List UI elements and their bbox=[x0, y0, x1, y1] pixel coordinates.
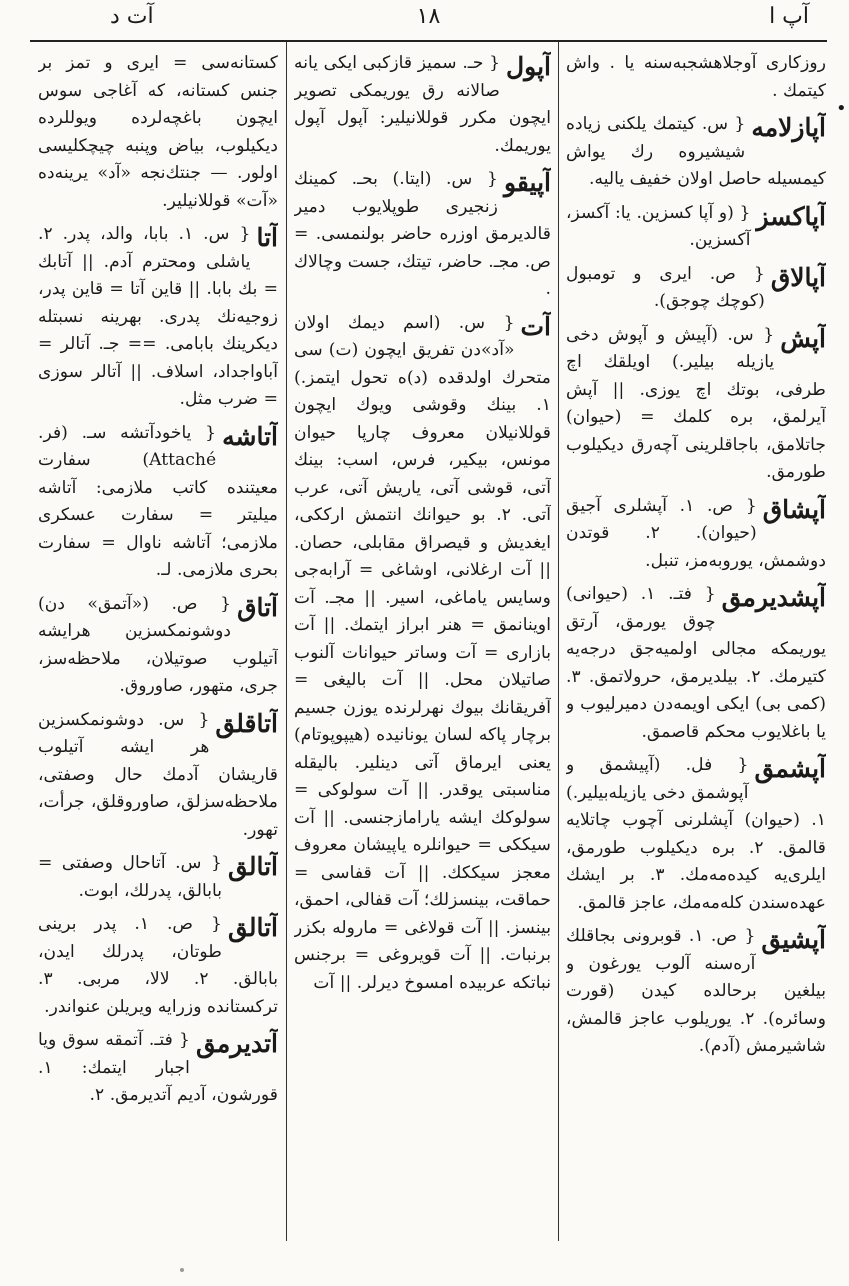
dictionary-entry bbox=[38, 591, 278, 701]
page-number: ۱۸ bbox=[416, 4, 441, 29]
dictionary-entry bbox=[566, 50, 826, 105]
entry-headword: آپشمق bbox=[754, 754, 826, 783]
header-right-guide-word: آپ ا bbox=[769, 4, 809, 29]
entry-definition: { س. (ایتا.) بحـ. کمینك زنجیری طوپلایوب دمیر قالدیرمق اوزره حاضر بولنمسی. = ص. مجـ. حاضر، تیتك، جست وچالاك . bbox=[294, 169, 551, 299]
header-rule bbox=[30, 40, 827, 42]
entry-definition: { ص. («آتمق» دن) دوشونمکسزین هرایشه آتیلوب صوتیلان، ملاحظه‌سز، جری، متهور، صاوروق. bbox=[38, 593, 278, 696]
page-header bbox=[30, 2, 827, 36]
entry-definition: { یاخودآتشه سـ. (فر. Attaché) سفارت معیتنده کاتب ملازمی: آتاشه میلیتر = سفارت عسکری ملازمی؛ آتاشه ناوال = سفارت بحری ملازمی. لـ. bbox=[38, 422, 278, 580]
entry-definition: { س. (اسم دیمك اولان «آد»دن تفریق ایچون (ت) سی متحرك اولدقده (د)ه تحول ایتمز.) ۱. بینك وقوشی ویوك ایچون قوللانیلان معروف چارپا حیوان مونس، بیکیر، فرس، اسب: بینك آتی، قوشی آتی، یاریش آتی، عرب آتی. ۲. بو حیوانك انتمش ارککی، ایغدیش و قیصراق مقابلی، حصان. || آت ارغلانی، اوشاغی = آرابه‌جی وسایس یاماغی، اسیر. || مجـ. آت اوینانمق = هنر ابراز ایتمك. || آت بازاری = آت وساتر حیوانات آلنوب صاتیلان محل. || آت بالیغی = آفریقانك بیوك نهرلرنده یوزن جسیم برچار پاکه لسان یونانیده (هیپوپوتام) یعنی ایرماق آتی دینلیر. بالیقله مناسبتی یوقدر. || آت سولوکی = سولوکك ایشه یارامازجنسی. || آت سیککی = حیوانلره یاپیشان معروف معجز سیککك. || آت قفاسی = حماقت، بینسزلك؛ آت قفالی، احمق، بینسز. || آت قولاغی = ماروله بکزر برنبات. || آت قویروغی = برجنس نباتکه عربیده امسوخ دیرلر. || آت bbox=[294, 312, 551, 993]
entry-headword: آتاقلق bbox=[215, 708, 278, 738]
entry-headword: آپازلامه bbox=[751, 113, 826, 142]
entry-headword: آپشیق bbox=[761, 925, 826, 954]
entry-headword: آتاشه bbox=[222, 421, 278, 451]
entry-definition: { س. ۱. بابا، والد، پدر. ۲. یاشلی ومحترم آدم. || آتابك = بك بابا. || قاین آتا = قاین پدر، زوجیه‌نك پدری. بهرینه نسبتله دیکرینك بابامی. == جـ. آتالر = آباواجداد، اسلاف. || آتالر سوزی = ضرب مثل. bbox=[38, 224, 278, 409]
dictionary-entry bbox=[566, 581, 826, 746]
entry-headword: آپشاق bbox=[762, 494, 826, 524]
dictionary-entry bbox=[38, 1027, 278, 1110]
entry-headword: آپش bbox=[780, 323, 826, 353]
column-middle bbox=[294, 50, 551, 1241]
dictionary-entry bbox=[566, 493, 826, 576]
entry-headword: آتاق bbox=[237, 592, 278, 622]
column-divider-left bbox=[286, 42, 287, 1241]
dictionary-entry bbox=[38, 911, 278, 1021]
dictionary-entry bbox=[566, 322, 826, 487]
margin-mark: • bbox=[836, 98, 847, 119]
dictionary-entry bbox=[38, 50, 278, 215]
entry-headword: آپیقو bbox=[503, 168, 551, 197]
entry-headword: آپالاق bbox=[770, 262, 826, 292]
dictionary-entry bbox=[566, 111, 826, 194]
entry-definition: { فل. (آپیشمق و آپوشمق دخی یازیله‌بیلیر.) ۱. (حیوان) آپشلرنی آچوب چاتلایه قالمق. ۲. بره دیکیلوب طورمق، ایلری‌یه کیده‌مه‌مك. ۳. بر ایشك عهده‌سندن کله‌مه‌مك، عاجز قالمق. bbox=[566, 755, 826, 913]
entry-headword: آتالق bbox=[228, 852, 278, 881]
dictionary-entry bbox=[566, 752, 826, 917]
entry-headword: آتدیرمق bbox=[195, 1029, 278, 1058]
entry-definition: روزکاری آوجلاهشجبه‌سنه یا . واش کیتمك . bbox=[566, 53, 826, 101]
column-divider-right bbox=[558, 42, 559, 1241]
entry-definition: { س. دوشونمکسزین هر ایشه آتیلوب قاریشان آدمك حال وصفتی، ملاحظه‌سزلق، صاوروقلق، جرأت، تهور. bbox=[38, 709, 278, 840]
dictionary-entry bbox=[566, 923, 826, 1061]
column-left bbox=[38, 50, 278, 1241]
dictionary-entry bbox=[294, 310, 551, 998]
entry-definition: { س. (آپیش و آپوش دخی یازیله بیلیر.) اویلقك اچ طرفی، بوتك اچ یوزی. || آپش آیرلمق، بره کلمك = (حیوان) جاتلامق، باجاقلرینی آچه‌رق دیکیلوب طورمق. bbox=[566, 324, 826, 482]
dictionary-entry bbox=[566, 261, 826, 316]
entry-definition: { س. آتاحال وصفتی = بابالق، پدرلك، ابوت. bbox=[38, 853, 222, 901]
entry-headword: آت bbox=[520, 311, 551, 341]
entry-definition: { حـ. سمیز قازکبی ایکی یانه صالانه رق یوریمکی تصویر ایچون مکرر قوللانیلیر: آپول آپول یوریمك. bbox=[294, 53, 551, 156]
dictionary-entry bbox=[566, 200, 826, 255]
dictionary-entry bbox=[38, 707, 278, 845]
column-right bbox=[566, 50, 826, 1241]
entry-headword: آپاکسز bbox=[756, 201, 826, 231]
entry-definition: { (و آپا کسزین. یا: آکسز، آکسزین. bbox=[566, 202, 751, 250]
scan-speck bbox=[180, 1268, 184, 1272]
entry-definition: { س. کیتمك یلکنی زیاده شیشیروه رك یواش کیمسیله حاصل اولان خفیف یالیه. bbox=[566, 114, 826, 189]
dictionary-entry bbox=[38, 420, 278, 585]
entry-headword: آپشدیرمق bbox=[721, 583, 826, 612]
entry-headword: آتا bbox=[256, 223, 278, 252]
entry-definition: کستانه‌سی = ایری و تمز بر جنس کستانه، که آغاجی سوس ایچون باغچه‌لرده ویوللرده دیکیلوب، بیاض وپنبه چیچکلیسی اولور. — جنتك‌نجه «آد» یرینه‌ده «آت» قوللانیلیر. bbox=[38, 53, 278, 211]
entry-headword: آتالق bbox=[228, 913, 278, 942]
entry-headword: آپول bbox=[506, 52, 551, 81]
entry-definition: { ص. ۱. قوبرونی بجاقلك آره‌سنه آلوب یورغون و بیلغین برحالده کیدن (قورت وسائره). ۲. یوریلوب عاجز قالمش، شاشیرمش (آدم). bbox=[566, 926, 826, 1056]
entry-definition: { ص. ایری و تومبول (کوچك چوجق). bbox=[566, 263, 765, 311]
dictionary-entry bbox=[38, 850, 278, 905]
header-left-guide-word: آت د bbox=[110, 4, 154, 29]
entry-definition: { فتـ. آتمقه سوق ویا اجبار ایتمك: ۱. قورشون، آدیم آتدیرمق. ۲. bbox=[38, 1030, 278, 1105]
dictionary-entry bbox=[38, 221, 278, 414]
entry-definition: { فتـ. ۱. (حیوانی) چوق یورمق، آرتق یوریمکه مجالی اولمیه‌جق درجه‌یه کتیرمك. ۲. بیلدیرمق، حرولاتمق. ۳. (کمی بی) ایکی اویمه‌دن دمیرلیوب و یا باغلایوب محکم قاصمق. bbox=[566, 584, 826, 742]
dictionary-entry bbox=[294, 166, 551, 304]
entry-definition: { ص. ۱. پدر برینی طوتان، پدرلك ایدن، بابالق. ۲. لالا، مربی. ۳. ترکستانده وزرایه ویریلن عنواندر. bbox=[38, 914, 278, 1017]
dictionary-entry bbox=[294, 50, 551, 160]
entry-definition: { ص. ۱. آپشلری آجیق (حیوان). ۲. قوتدن دوشمش، یوروبه‌مز، تنبل. bbox=[566, 495, 826, 571]
